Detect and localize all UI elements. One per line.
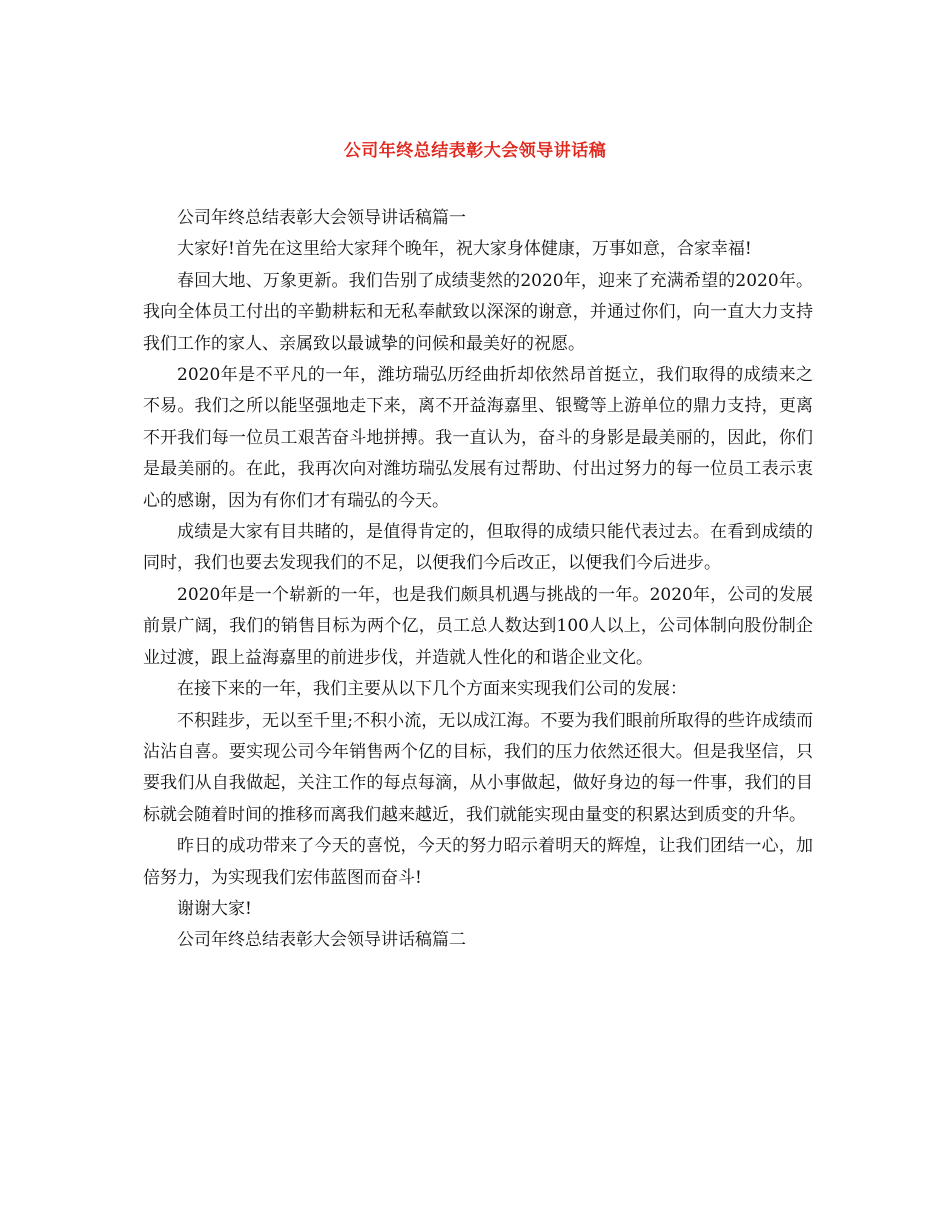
paragraph: 不积跬步，无以至千里;不积小流，无以成江海。不要为我们眼前所取得的些许成绩而沾沾自喜。要实现公司今年销售两个亿的目标，我们的压力依然还很大。但是我坚信，只要我们从自我做起，关注工作的每点每滴，从小事做起，做好身边的每一件事，我们的目标就会随着时间的推移而离我们越来越近，我们就能实现由量变的积累达到质变的升华。	[143, 710, 813, 825]
section-heading-2: 公司年终总结表彰大会领导讲话稿篇二	[177, 930, 466, 951]
paragraph: 2020年是一个崭新的一年，也是我们颇具机遇与挑战的一年。2020年，公司的发展前景广阔，我们的销售目标为两个亿，员工总人数达到100人以上，公司体制向股份制企业过渡，跟上益海嘉里的前进步伐，并造就人性化的和谐企业文化。	[143, 584, 813, 668]
section-heading-1: 公司年终总结表彰大会领导讲话稿篇一	[177, 208, 466, 228]
document-body	[143, 203, 813, 957]
paragraph-greeting: 大家好!首先在这里给大家拜个晚年，祝大家身体健康，万事如意，合家幸福!	[177, 239, 752, 260]
paragraph: 在接下来的一年，我们主要从以下几个方面来实现我们公司的发展：	[177, 679, 687, 700]
paragraph: 昨日的成功带来了今天的喜悦，今天的努力昭示着明天的辉煌，让我们团结一心，加倍努力，为实现我们宏伟蓝图而奋斗!	[143, 836, 813, 888]
paragraph-thanks: 谢谢大家!	[177, 898, 252, 919]
paragraph: 2020年是不平凡的一年，潍坊瑞弘历经曲折却依然昂首挺立，我们取得的成绩来之不易。我们之所以能坚强地走下来，离不开益海嘉里、银鹭等上游单位的鼎力支持，更离不开我们每一位员工艰苦奋斗地拼搏。我一直认为，奋斗的身影是最美丽的，因此，你们是最美丽的。在此，我再次向对潍坊瑞弘发展有过帮助、付出过努力的每一位员工表示衷心的感谢，因为有你们才有瑞弘的今天。	[143, 365, 813, 511]
paragraph: 春回大地、万象更新。我们告别了成绩斐然的2020年，迎来了充满希望的2020年。我向全体员工付出的辛勤耕耘和无私奉献致以深深的谢意，并通过你们，向一直大力支持我们工作的家人、亲属致以最诚挚的问候和最美好的祝愿。	[143, 270, 813, 354]
document-title: 公司年终总结表彰大会领导讲话稿	[343, 141, 607, 161]
paragraph: 成绩是大家有目共睹的，是值得肯定的，但取得的成绩只能代表过去。在看到成绩的同时，我们也要去发现我们的不足，以便我们今后改正，以便我们今后进步。	[143, 522, 813, 574]
